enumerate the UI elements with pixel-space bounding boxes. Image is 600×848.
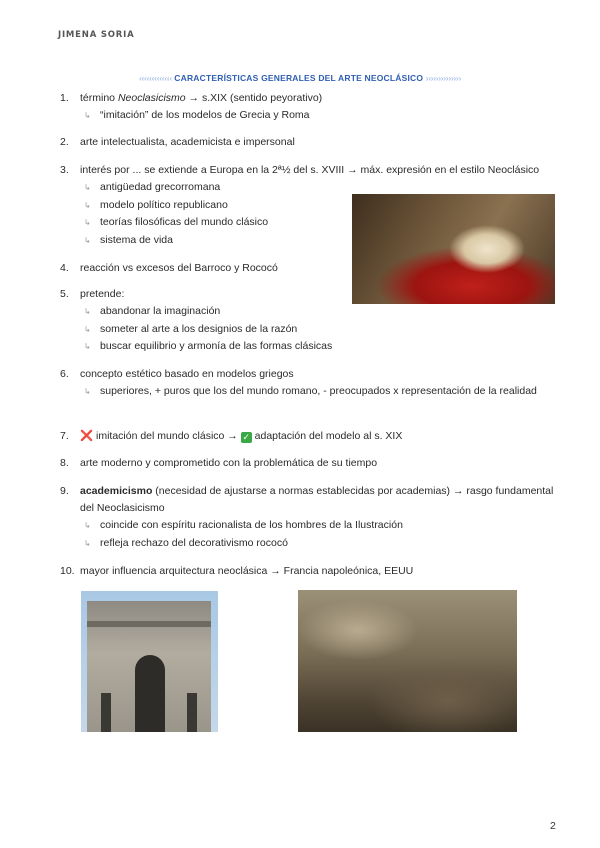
check-mark-icon: ✓ xyxy=(242,432,250,442)
arrow-icon: ↳ xyxy=(84,342,91,351)
item-number: 6. xyxy=(60,368,69,380)
arrow-icon: ↳ xyxy=(84,307,91,316)
item-number: 8. xyxy=(60,457,69,469)
text-segment: adaptación del modelo al s. XIX xyxy=(251,430,403,442)
author-header: JIMENA SORIA xyxy=(58,30,135,40)
sub-item-text: abandonar la imaginación xyxy=(100,305,221,317)
arch-side-opening xyxy=(101,693,111,732)
sub-item xyxy=(80,303,560,321)
title-decoration-left: ‹‹‹‹‹‹‹‹‹‹‹‹‹ xyxy=(139,73,172,83)
arrow-icon: ↳ xyxy=(84,111,91,120)
section-title xyxy=(60,73,540,83)
item-number: 10. xyxy=(60,565,75,577)
item-number: 9. xyxy=(60,485,69,497)
sub-item xyxy=(80,535,560,553)
list-item-5 xyxy=(60,286,560,356)
sub-item-text: antigüedad grecorromana xyxy=(100,181,221,193)
text-segment: imitación del mundo clásico → xyxy=(93,430,241,442)
item-text: pretende: xyxy=(80,288,125,300)
italic-term: Neoclasicismo xyxy=(117,92,186,104)
item-number: 3. xyxy=(60,164,69,176)
arrow-icon: ↳ xyxy=(84,200,91,210)
arrow-icon: ↳ xyxy=(84,521,91,530)
item-text: arte intelectualista, academicista e impersonal xyxy=(80,136,295,148)
sub-item-text: sistema de vida xyxy=(100,233,173,246)
list-item-1 xyxy=(60,90,560,125)
item-number: 2. xyxy=(60,136,69,148)
tennis-court-oath-painting xyxy=(298,590,517,732)
item-text: arte moderno y comprometido con la problemática de su tiempo xyxy=(80,457,378,469)
item-text xyxy=(80,483,560,517)
item-text: concepto estético basado en modelos griegos xyxy=(80,368,294,380)
sub-item xyxy=(80,338,560,356)
sub-item-text: “imitación” de los modelos de Grecia y Roma xyxy=(100,109,310,121)
list-item-2 xyxy=(60,134,560,151)
item-number: 4. xyxy=(60,262,69,274)
arch-body xyxy=(87,601,211,732)
sub-item xyxy=(80,107,560,125)
list-item-10 xyxy=(60,563,560,580)
text-segment: → s.XIX (sentido peyorativo) xyxy=(185,92,323,104)
list-item-9 xyxy=(60,483,560,552)
arrow-icon: ↳ xyxy=(84,387,91,396)
sub-item-text: buscar equilibrio y armonía de las formas clásicas xyxy=(100,340,333,352)
cross-mark-icon: ❌ xyxy=(80,430,94,442)
sub-item xyxy=(80,321,560,339)
sub-item-text: someter al arte a los designios de la razón xyxy=(100,322,298,335)
item-number: 1. xyxy=(60,92,69,104)
item-text xyxy=(80,90,560,107)
sub-item-text: superiores, + puros que los del mundo romano, - preocupados x representación de la realidad xyxy=(100,385,537,397)
sub-item xyxy=(80,517,560,535)
item-text: interés por ... se extiende a Europa en la 2ª½ del s. XVIII → máx. expresión en el estilo Neoclásico xyxy=(80,164,540,176)
list-item-4 xyxy=(60,260,560,277)
sub-item-text: modelo político republicano xyxy=(100,198,228,211)
sub-item-text: coincide con espíritu racionalista de los hombres de la Ilustración xyxy=(100,519,403,531)
page-number: 2 xyxy=(550,820,556,832)
bold-term: academicismo xyxy=(80,485,153,497)
item-number: 7. xyxy=(60,430,69,442)
arrow-icon: ↳ xyxy=(84,235,91,245)
text-segment: término xyxy=(80,92,118,104)
arrow-icon: ↳ xyxy=(84,324,91,334)
arrow-icon: ↳ xyxy=(84,183,91,192)
list-item-6 xyxy=(60,366,560,401)
item-text: mayor influencia arquitectura neoclásica → Francia napoleónica, EEUU xyxy=(80,565,414,577)
arch-side-opening xyxy=(187,693,197,732)
item-number: 5. xyxy=(60,288,69,300)
arrow-icon: ↳ xyxy=(84,538,91,548)
item-text xyxy=(80,428,560,445)
arch-opening xyxy=(135,655,165,732)
title-text: CARACTERÍSTICAS GENERALES DEL ARTE NEOCLÁSICO xyxy=(174,73,424,83)
arch-frieze xyxy=(87,621,211,627)
text-segment: (necesidad de ajustarse a normas establecidas por academias) → rasgo fundamental del Neoclasicismo xyxy=(80,485,554,514)
list-item-7 xyxy=(60,428,560,445)
sub-item-text: teorías filosóficas del mundo clásico xyxy=(100,216,269,228)
arrow-icon: ↳ xyxy=(84,218,91,227)
sub-item-text: refleja rechazo del decorativismo rococó xyxy=(100,536,288,549)
arc-de-triomphe-photo xyxy=(81,591,218,732)
title-decoration-right: ›››››››››››››› xyxy=(425,73,461,83)
item-text: reacción vs excesos del Barroco y Rococó xyxy=(80,262,278,274)
list-item-8 xyxy=(60,455,560,472)
sub-item xyxy=(80,383,540,401)
